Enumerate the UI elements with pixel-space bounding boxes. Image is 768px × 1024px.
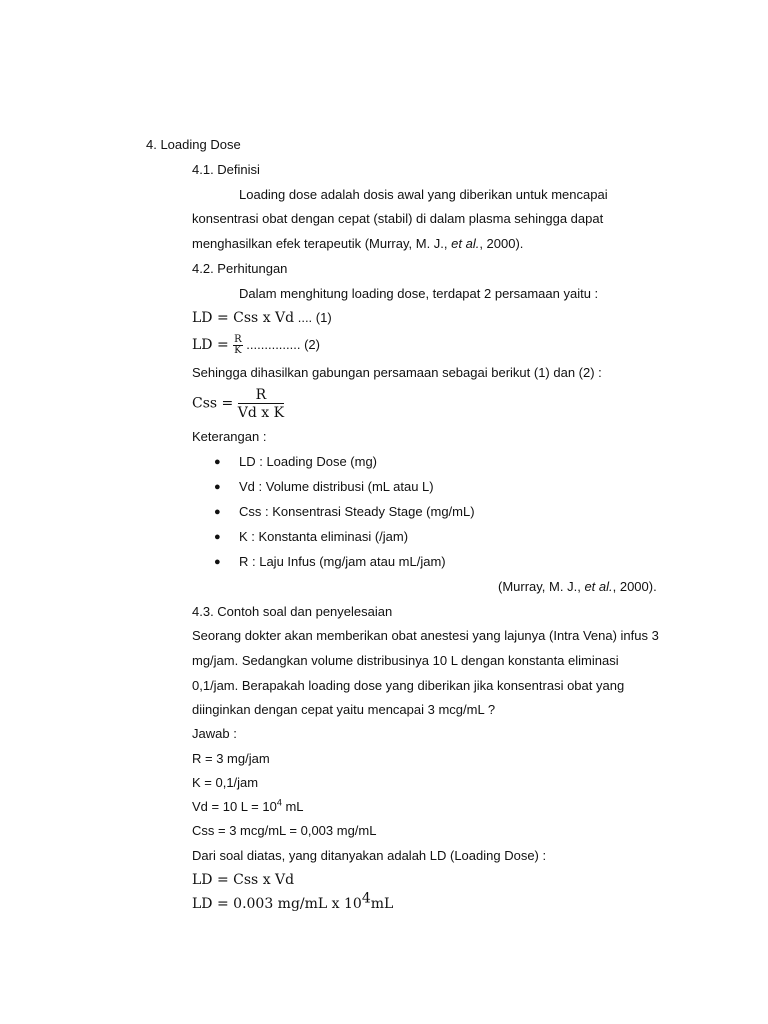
given-k: K = 0,1/jam xyxy=(192,775,259,790)
question-line-1: Seorang dokter akan memberikan obat anestesi yang lajunya (Intra Vena) infus 3 xyxy=(192,628,659,643)
equation-3 xyxy=(192,388,284,420)
equation-1-lhs: LD = xyxy=(192,310,234,326)
asked-statement: Dari soal diatas, yang ditanyakan adalah LD (Loading Dose) : xyxy=(192,848,547,863)
definition-line-1: Loading dose adalah dosis awal yang diberikan untuk mencapai xyxy=(239,187,608,202)
equation-3-fraction xyxy=(238,388,284,420)
legend-item-ld: LD : Loading Dose (mg) xyxy=(239,454,378,469)
bullet-icon: ● xyxy=(214,481,221,493)
equation-3-numerator: R xyxy=(238,388,284,404)
perhitungan-intro: Dalam menghitung loading dose, terdapat 2 persamaan yaitu : xyxy=(239,286,599,301)
equation-2-numerator: R xyxy=(234,334,242,345)
definition-line-3-text: menghasilkan efek terapeutik (Murray, M. J., xyxy=(192,236,452,251)
given-vd-unit: mL xyxy=(281,799,304,814)
citation-etal: et al. xyxy=(584,579,613,594)
definition-citation-etal: et al. xyxy=(451,236,480,251)
subsection-title-perhitungan: 4.2. Perhitungan xyxy=(192,261,288,276)
equation-3-lhs: Css = xyxy=(192,395,238,412)
given-vd-text: Vd = 10 L = 10 xyxy=(192,799,277,814)
equation-2-lhs: LD = xyxy=(192,336,234,353)
equation-2 xyxy=(192,335,320,356)
answer-equation-2-unit: mL xyxy=(370,896,394,912)
definition-line-3 xyxy=(192,235,523,253)
equation-2-fraction xyxy=(233,335,243,356)
equation-1-rhs: Css x Vd xyxy=(233,310,295,326)
answer-equation-1 xyxy=(192,871,294,889)
given-r: R = 3 mg/jam xyxy=(192,751,270,766)
answer-equation-2-lhs: LD = xyxy=(192,896,234,912)
equation-3-denominator: Vd x K xyxy=(237,405,285,421)
given-vd xyxy=(192,798,304,816)
definition-line-2: konsentrasi obat dengan cepat (stabil) di dalam plasma sehingga dapat xyxy=(192,211,604,226)
legend-item-css: Css : Konsentrasi Steady Stage (mg/mL) xyxy=(239,504,475,519)
question-line-3: 0,1/jam. Berapakah loading dose yang diberikan jika konsentrasi obat yang xyxy=(192,678,625,693)
answer-equation-1-rhs: Css x Vd xyxy=(233,872,295,888)
citation-author: (Murray, M. J., xyxy=(498,579,585,594)
bullet-icon: ● xyxy=(214,556,221,568)
keterangan-label: Keterangan : xyxy=(192,429,267,444)
given-vd-exponent: 4 xyxy=(276,797,282,808)
legend-item-vd: Vd : Volume distribusi (mL atau L) xyxy=(239,479,434,494)
answer-equation-2 xyxy=(192,890,394,913)
equation-1-number: .... (1) xyxy=(294,310,332,325)
legend-item-k: K : Konstanta eliminasi (/jam) xyxy=(239,529,409,544)
given-css: Css = 3 mcg/mL = 0,003 mg/mL xyxy=(192,823,377,838)
citation xyxy=(498,578,657,596)
equation-2-number: ............... (2) xyxy=(242,336,320,352)
subsection-title-definisi: 4.1. Definisi xyxy=(192,162,260,177)
combined-equation-text: Sehingga dihasilkan gabungan persamaan sebagai berikut (1) dan (2) : xyxy=(192,365,602,380)
equation-1 xyxy=(192,309,332,327)
section-heading: 4. Loading Dose xyxy=(146,137,241,152)
bullet-icon: ● xyxy=(214,506,221,518)
subsection-title-contoh: 4.3. Contoh soal dan penyelesaian xyxy=(192,604,393,619)
equation-2-denominator: K xyxy=(234,345,242,356)
bullet-icon: ● xyxy=(214,456,221,468)
definition-citation-year: , 2000). xyxy=(479,236,524,251)
answer-equation-2-exponent: 4 xyxy=(361,890,371,907)
question-line-2: mg/jam. Sedangkan volume distribusinya 10 L dengan konstanta eliminasi xyxy=(192,653,619,668)
answer-equation-1-lhs: LD = xyxy=(192,872,234,888)
question-line-4: diinginkan dengan cepat yaitu mencapai 3 mcg/mL ? xyxy=(192,702,496,717)
legend-item-r: R : Laju Infus (mg/jam atau mL/jam) xyxy=(239,554,446,569)
jawab-label: Jawab : xyxy=(192,726,237,741)
bullet-icon: ● xyxy=(214,531,221,543)
answer-equation-2-value: 0.003 mg/mL x 10 xyxy=(233,896,362,912)
citation-year: , 2000). xyxy=(612,579,657,594)
